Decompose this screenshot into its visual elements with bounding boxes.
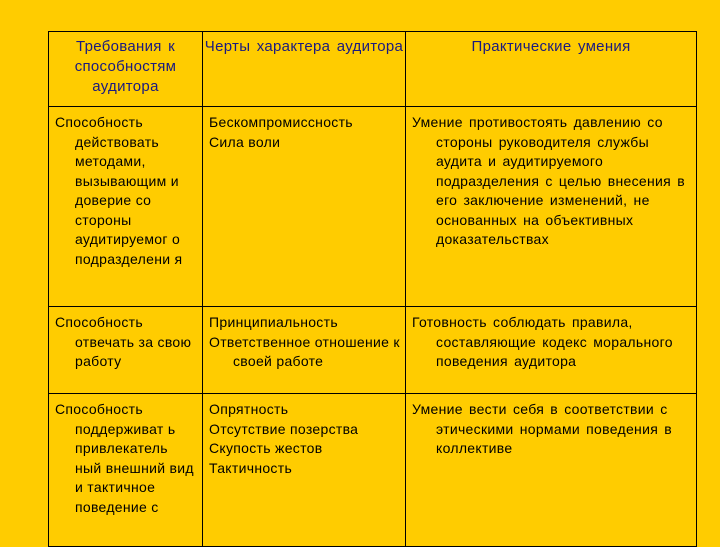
cell-text: Тактичность (209, 459, 293, 476)
table-cell (203, 107, 406, 307)
header-practical-skills: Практические умения (406, 32, 697, 107)
table-cell (406, 107, 697, 307)
cell-text: Способность действовать методами, вызывающим и доверие со стороны аудитируемог о подразделени я (55, 114, 183, 267)
table-cell (49, 307, 203, 394)
cell-text: Готовность соблюдать правила, составляющие кодекс морального поведения аудитора (412, 314, 673, 369)
cell-text: Принципиальность (209, 314, 338, 330)
cell-text: Ответственное отношение к своей работе (209, 333, 400, 369)
table-cell (203, 307, 406, 394)
cell-text: Опрятность (209, 401, 289, 417)
cell-text: Сила воли (209, 133, 281, 150)
cell-text: Скупость жестов (209, 440, 323, 456)
cell-text: Умение вести себя в соответствии с этическими нормами поведения в коллективе (412, 401, 673, 456)
table-row (49, 307, 697, 394)
table-cell (49, 394, 203, 547)
table-row (49, 394, 697, 547)
cell-text: Умение противостоять давлению со стороны руководителя службы аудита и аудитируемого подразделения с целью внесения в его заключение изменений, не основанных на объективных доказательствах (412, 114, 685, 247)
cell-text: Бескомпромиссность (209, 114, 353, 130)
table-header-row (49, 32, 697, 107)
table-row (49, 107, 697, 307)
table-cell (203, 394, 406, 547)
cell-text: Отсутствие позерства (209, 420, 359, 437)
table-cell (406, 394, 697, 547)
cell-text: Способность отвечать за свою работу (55, 314, 192, 369)
audit-requirements-table (48, 31, 697, 547)
header-character-traits: Черты характера аудитора (203, 32, 406, 107)
table-cell (49, 107, 203, 307)
cell-text: Способность поддерживат ь привлекатель ный внешний вид и тактичное поведение с (55, 401, 194, 515)
table-cell (406, 307, 697, 394)
header-requirements: Требования к способностям аудитора (49, 32, 203, 107)
